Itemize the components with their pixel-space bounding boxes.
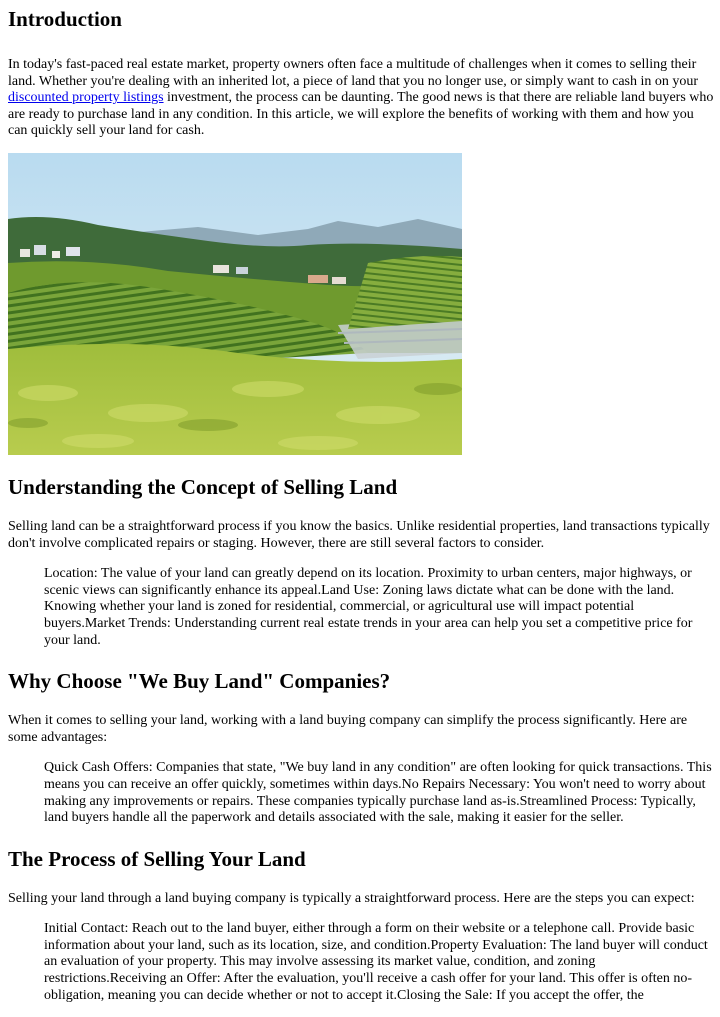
understanding-factors-quote: Location: The value of your land can greatly depend on its location. Proximity to urban centers, major highways, or scenic views can significantly enhance its appeal.Land Use: Zoning laws dictate what can be done with the land. Knowing whether your land is zoned for residential, commercial, or agricultural use will impact potential buyers.Market Trends: Understanding current real estate trends in your area can help you set a competitive price for your land. — [44, 566, 693, 648]
tea-plantation-photo — [8, 153, 462, 455]
understanding-heading: Understanding the Concept of Selling Land — [8, 474, 398, 499]
intro-paragraph — [8, 57, 714, 140]
understanding-paragraph: Selling land can be a straightforward process if you know the basics. Unlike residential properties, land transactions typically don't involve complicated repairs or staging. However, there are still several factors to consider. — [8, 518, 710, 551]
why-paragraph: When it comes to selling your land, working with a land buying company can simplify the process significantly. Here are some advantages: — [8, 713, 688, 745]
why-advantages-quote: Quick Cash Offers: Companies that state, "We buy land in any condition" are often looking for quick transactions. This means you can receive an offer quickly, sometimes within days.No Repairs Necessary: You won't need to worry about making any improvements or repairs. These companies typically purchase land as-is.Streamlined Process: Typically, land buyers handle all the paperwork and details associated with the sale, making it easier for the seller. — [44, 760, 712, 826]
why-heading: Why Choose "We Buy Land" Companies? — [8, 669, 391, 694]
intro-text-after-link: investment, the process can be daunting. The good news is that there are reliable land buyers who are ready to purchase land in any condition. In this article, we will explore the benefits of working with them and how you can quickly sell your land for cash. — [8, 90, 714, 139]
intro-text-before-link: In today's fast-paced real estate market, property owners often face a multitude of challenges when it comes to selling their land. Whether you're dealing with an inherited lot, a piece of land that you no longer use, or simply want to cash in on your — [8, 57, 699, 89]
process-paragraph: Selling your land through a land buying company is typically a straightforward process. Here are the steps you can expect: — [8, 890, 695, 906]
process-steps-quote: Initial Contact: Reach out to the land buyer, either through a form on their website or a telephone call. Provide basic information about your land, such as its location, size, and condition.Property Evaluation: The land buyer will conduct an evaluation of your property. This may involve assessing its market value, condition, and zoning restrictions.Receiving an Offer: After the evaluation, you'll receive a cash offer for your land. This offer is often no-obligation, meaning you can decide whether or not to accept it.Closing the Sale: If you accept the offer, the — [44, 921, 708, 1003]
intro-heading: Introduction — [8, 7, 122, 31]
process-heading: The Process of Selling Your Land — [8, 846, 306, 871]
discounted-property-listings-link[interactable]: discounted property listings — [8, 90, 164, 106]
